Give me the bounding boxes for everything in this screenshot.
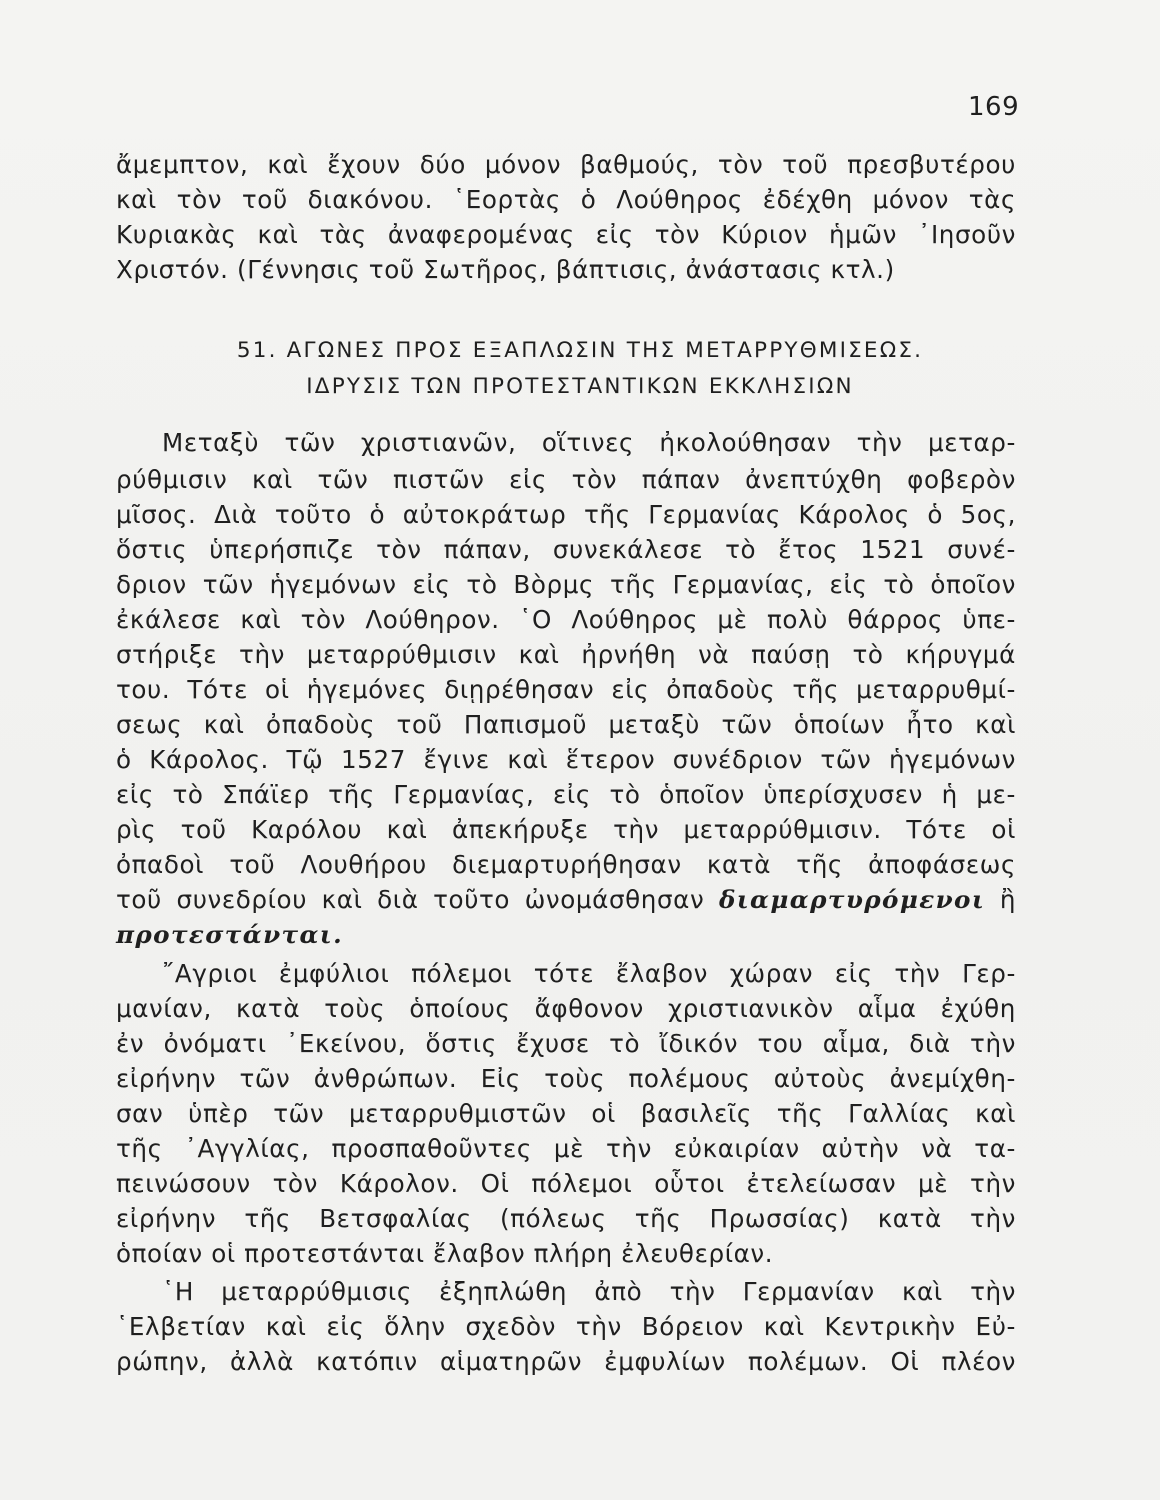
text-line: ρὶς τοῦ Καρόλου καὶ ἀπεκήρυξε τὴν μεταρρύθμισιν. Τότε οἱ — [116, 815, 1016, 844]
text-line: του. Τότε οἱ ἡγεμόνες διῃρέθησαν εἰς ὀπαδοὺς τῆς μεταρρυθμί- — [116, 675, 1016, 704]
text-line: ρύθμισιν καὶ τῶν πιστῶν εἰς τὸν πάπαν ἀνεπτύχθη φοβερὸν — [116, 465, 1016, 494]
text-line: ῎Αγριοι ἐμφύλιοι πόλεμοι τότε ἔλαβον χώραν εἰς τὴν Γερ- — [162, 959, 1016, 988]
text-line: ῾Ελβετίαν καὶ εἰς ὅλην σχεδὸν τὴν Βόρειον καὶ Κεντρικὴν Εὐ- — [116, 1312, 1016, 1341]
text-line: Χριστόν. (Γέννησις τοῦ Σωτῆρος, βάπτισις, ἀνάστασις κτλ.) — [116, 255, 895, 284]
text-line — [116, 918, 1016, 952]
section-heading-line-1: 51. ΑΓΩΝΕΣ ΠΡΟΣ ΕΞΑΠΛΩΣΙΝ ΤΗΣ ΜΕΤΑΡΡΥΘΜΙΣΕΩΣ. — [236, 338, 924, 363]
text-line: ἐν ὀνόματι ᾿Εκείνου, ὅστις ἔχυσε τὸ ἴδικόν του αἷμα, διὰ τὴν — [116, 1029, 1016, 1058]
page-number: 169 — [968, 92, 1020, 122]
text-line: μανίαν, κατὰ τοὺς ὁποίους ἄφθονον χριστιανικὸν αἷμα ἐχύθη — [116, 994, 1016, 1023]
text-line: εἰς τὸ Σπάϊερ τῆς Γερμανίας, εἰς τὸ ὁποῖον ὑπερίσχυσεν ἡ με- — [116, 780, 1016, 809]
text-line: Μεταξὺ τῶν χριστιανῶν, οἵτινες ἠκολούθησαν τὴν μεταρ- — [162, 428, 1016, 457]
text-line — [116, 883, 1016, 917]
text-segment: τοῦ συνεδρίου καὶ διὰ τοῦτο ὠνομάσθησαν — [116, 885, 705, 914]
text-line: εἰρήνην τῶν ἀνθρώπων. Εἰς τοὺς πολέμους αὐτοὺς ἀνεμίχθη- — [116, 1064, 1016, 1093]
text-line: εἰρήνην τῆς Βετσφαλίας (πόλεως τῆς Πρωσσίας) κατὰ τὴν — [116, 1204, 1016, 1233]
bold-term-diamartyromenoi: διαμαρτυρόμενοι — [718, 885, 986, 914]
text-segment: ἢ — [999, 885, 1016, 914]
section-heading-line-2: ΙΔΡΥΣΙΣ ΤΩΝ ΠΡΟΤΕΣΤΑΝΤΙΚΩΝ ΕΚΚΛΗΣΙΩΝ — [306, 374, 854, 399]
text-line: τῆς ᾿Αγγλίας, προσπαθοῦντες μὲ τὴν εὐκαιρίαν αὐτὴν νὰ τα- — [116, 1134, 1016, 1163]
text-line: πεινώσουν τὸν Κάρολον. Οἱ πόλεμοι οὗτοι ἐτελείωσαν μὲ τὴν — [116, 1169, 1016, 1198]
bold-term-protestantai: προτεστάνται. — [116, 920, 344, 949]
text-line: δριον τῶν ἡγεμόνων εἰς τὸ Βὸρμς τῆς Γερμανίας, εἰς τὸ ὁποῖον — [116, 570, 1016, 599]
text-line: καὶ τὸν τοῦ διακόνου. ῾Εορτὰς ὁ Λούθηρος ἐδέχθη μόνον τὰς — [116, 185, 1016, 214]
text-line: ὀπαδοὶ τοῦ Λουθήρου διεμαρτυρήθησαν κατὰ τῆς ἀποφάσεως — [116, 850, 1016, 879]
text-line: στήριξε τὴν μεταρρύθμισιν καὶ ἠρνήθη νὰ παύσῃ τὸ κήρυγμά — [116, 640, 1016, 669]
text-line: μῖσος. Διὰ τοῦτο ὁ αὐτοκράτωρ τῆς Γερμανίας Κάρολος ὁ 5ος, — [116, 500, 1016, 529]
text-line: ρώπην, ἀλλὰ κατόπιν αἱματηρῶν ἐμφυλίων πολέμων. Οἱ πλέον — [116, 1347, 1016, 1376]
text-line: ὅστις ὑπερήσπιζε τὸν πάπαν, συνεκάλεσε τὸ ἔτος 1521 συνέ- — [116, 535, 1016, 564]
text-line: σαν ὑπὲρ τῶν μεταρρυθμιστῶν οἱ βασιλεῖς τῆς Γαλλίας καὶ — [116, 1099, 1016, 1128]
text-line: σεως καὶ ὀπαδοὺς τοῦ Παπισμοῦ μεταξὺ τῶν ὁποίων ἦτο καὶ — [116, 710, 1016, 739]
text-line: ἐκάλεσε καὶ τὸν Λούθηρον. ῾Ο Λούθηρος μὲ πολὺ θάρρος ὑπε- — [116, 605, 1016, 634]
text-line: ὁποίαν οἱ προτεστάνται ἔλαβον πλήρη ἐλευθερίαν. — [116, 1239, 774, 1268]
text-line: ἄμεμπτον, καὶ ἔχουν δύο μόνον βαθμούς, τὸν τοῦ πρεσβυτέρου — [116, 150, 1016, 179]
text-line: ὁ Κάρολος. Τῷ 1527 ἔγινε καὶ ἕτερον συνέδριον τῶν ἡγεμόνων — [116, 745, 1016, 774]
text-line: ῾Η μεταρρύθμισις ἐξηπλώθη ἀπὸ τὴν Γερμανίαν καὶ τὴν — [162, 1277, 1016, 1306]
text-line: Κυριακὰς καὶ τὰς ἀναφερομένας εἰς τὸν Κύριον ἡμῶν ᾿Ιησοῦν — [116, 220, 1016, 249]
